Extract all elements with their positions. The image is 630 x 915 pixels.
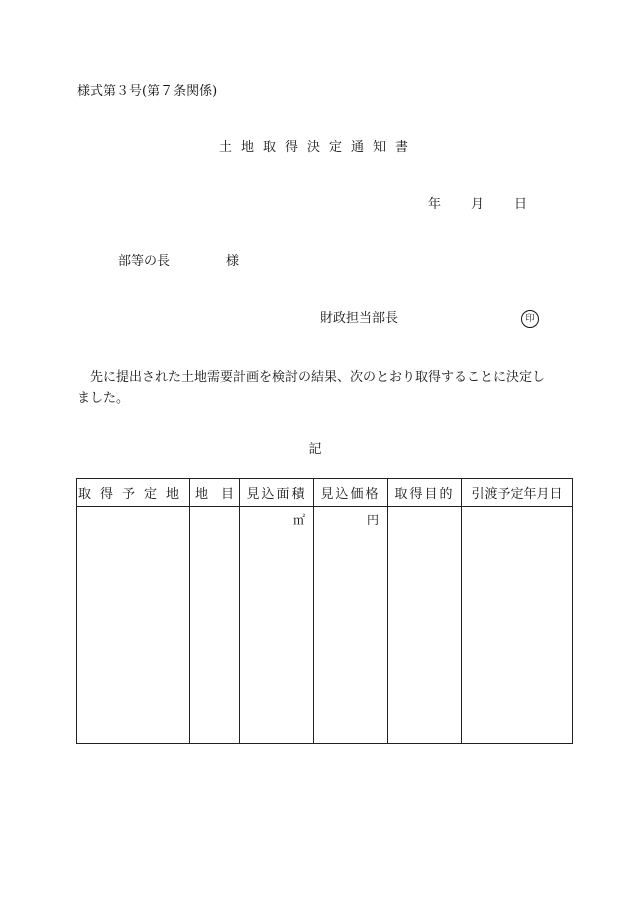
recipient-line xyxy=(118,255,239,268)
recipient-honorific: 様 xyxy=(226,254,240,269)
header-land-category: 地 目 xyxy=(190,479,240,507)
form-number: 様式第３号(第７条関係) xyxy=(77,84,218,99)
header-area: 見込面積 xyxy=(240,479,314,507)
date-year-label: 年 xyxy=(428,197,442,212)
header-location: 取得予定地 xyxy=(77,479,190,507)
body-text: 先に提出された土地需要計画を検討の結果、次のとおり取得することに決定しました。 xyxy=(77,370,546,406)
header-purpose: 取得目的 xyxy=(388,479,462,507)
price-unit: 円 xyxy=(366,513,379,527)
date-day-label: 日 xyxy=(514,197,528,212)
table-row xyxy=(77,507,573,744)
cell-land-category xyxy=(190,507,240,744)
date-month-label: 月 xyxy=(471,197,485,212)
cell-area xyxy=(240,507,314,744)
header-price: 見込価格 xyxy=(314,479,388,507)
sender-title: 財政担当部長 xyxy=(320,311,399,326)
ki-mark: 記 xyxy=(308,442,322,457)
cell-price xyxy=(314,507,388,744)
document-title: 土地取得決定通知書 xyxy=(218,140,417,155)
recipient-title: 部等の長 xyxy=(118,254,171,269)
table-header-row xyxy=(77,479,573,507)
cell-location xyxy=(77,507,190,744)
area-unit: ㎡ xyxy=(292,513,305,527)
cell-transfer-date xyxy=(462,507,573,744)
seal-mark: 印 xyxy=(521,310,539,328)
cell-purpose xyxy=(388,507,462,744)
header-transfer-date: 引渡予定年月日 xyxy=(462,479,573,507)
date-line xyxy=(428,198,527,211)
detail-table xyxy=(76,478,573,744)
